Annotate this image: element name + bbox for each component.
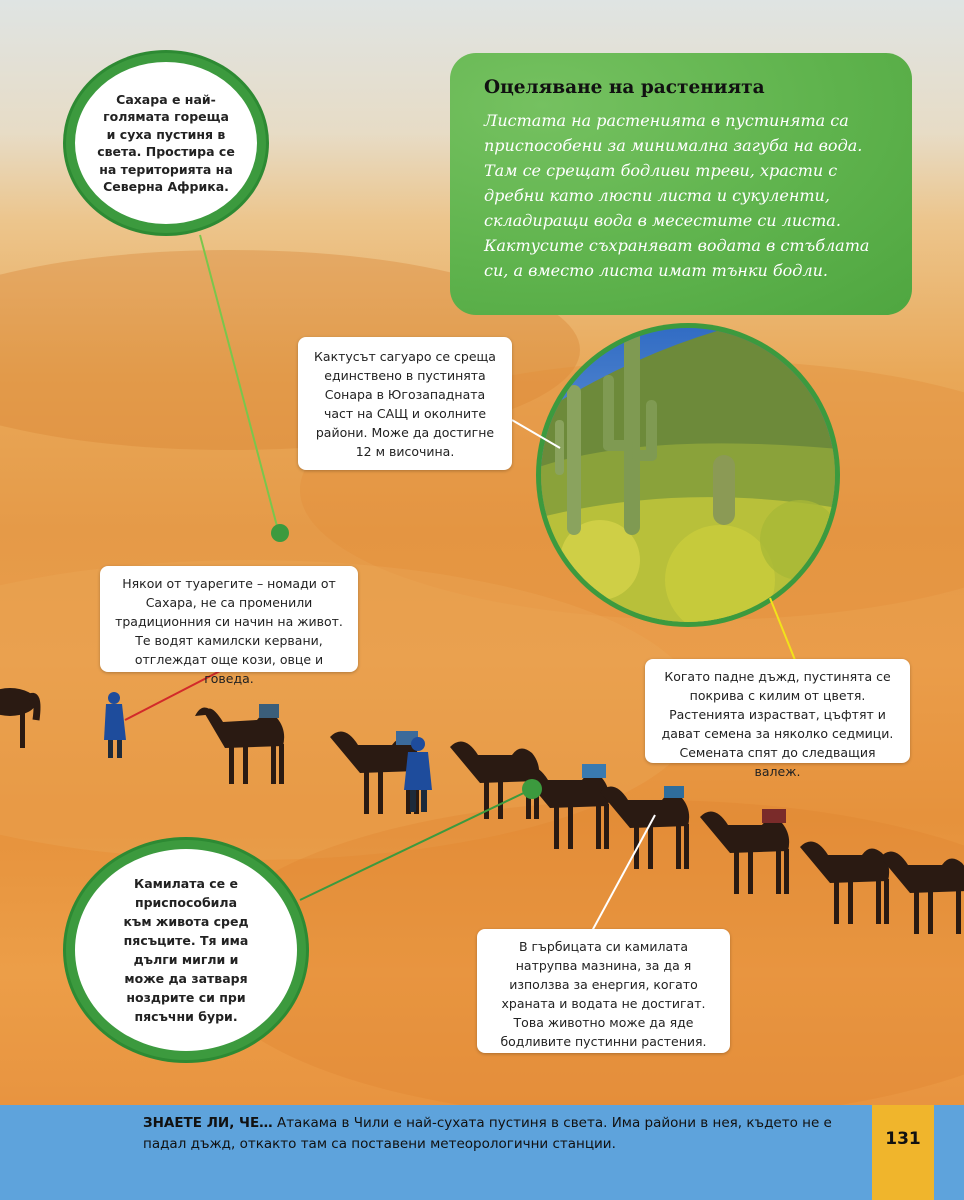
rain-callout bbox=[645, 659, 910, 779]
did-you-know-text: Атакама в Чили е най-сухата пустиня в света. Има райони в нея, където не е падал дъжд, откакто там са поставени метеорологични станции. bbox=[143, 1115, 832, 1152]
did-you-know bbox=[143, 1113, 863, 1155]
leader-dot bbox=[271, 524, 289, 542]
hump-callout-text: В гърбицата си камилата натрупва мазнина, за да я използва за енергия, когато храната и водата не достигат. Това животно може да яде бодливите пустинни растения. bbox=[500, 939, 707, 1049]
saguaro-callout bbox=[298, 337, 512, 470]
page-number: 131 bbox=[872, 1105, 934, 1200]
leader-line bbox=[200, 235, 278, 530]
saguaro-photo bbox=[530, 305, 850, 640]
tuareg-callout-text: Някои от туарегите – номади от Сахара, не са променили традиционния си начин на живот. Те водят камилски кервани, отглеждат още кози, овце и говеда. bbox=[115, 576, 343, 686]
sahara-callout-text: Сахара е най-голямата гореща и суха пустиня в света. Простира се на територията на Северна Африка. bbox=[97, 91, 235, 194]
rain-callout-text: Когато падне дъжд, пустинята се покрива с килим от цветя. Растенията израстват, цъфтят и дават семена за няколко седмици. Семената спят до следващия валеж. bbox=[661, 669, 894, 779]
leader-line bbox=[770, 598, 795, 660]
tuareg-callout bbox=[100, 566, 358, 686]
saguaro-callout-text: Кактусът сагуаро се среща единствено в пустинята Сонара в Югозападната част на САЩ и околните райони. Може да достигне 12 м височина. bbox=[314, 349, 496, 459]
camel-callout-text: Камилата се е приспособила към живота сред пясъците. Тя има дълги мигли и може да затваря ноздрите си при пясъчни бури. bbox=[123, 876, 249, 1024]
camel-circle-callout bbox=[66, 840, 306, 1060]
sahara-circle-callout bbox=[66, 53, 266, 233]
plants-box-body: Листата на растенията в пустинята са приспособени за минимална загуба на вода. Там се срещат бодливи треви, храсти с дребни като люспи листа и сукуленти, складиращи вода в месестите си листа. Кактусите съхраняват водата в стъблата си, а вместо листа имат тънки бодли. bbox=[484, 111, 870, 280]
leader-dot bbox=[522, 779, 542, 799]
hump-callout bbox=[477, 929, 730, 1053]
plants-box-title: Оцеляване на растенията bbox=[484, 77, 765, 98]
did-you-know-lead: ЗНАЕТЕ ЛИ, ЧЕ… bbox=[143, 1115, 273, 1131]
plants-survival-box bbox=[450, 53, 912, 315]
